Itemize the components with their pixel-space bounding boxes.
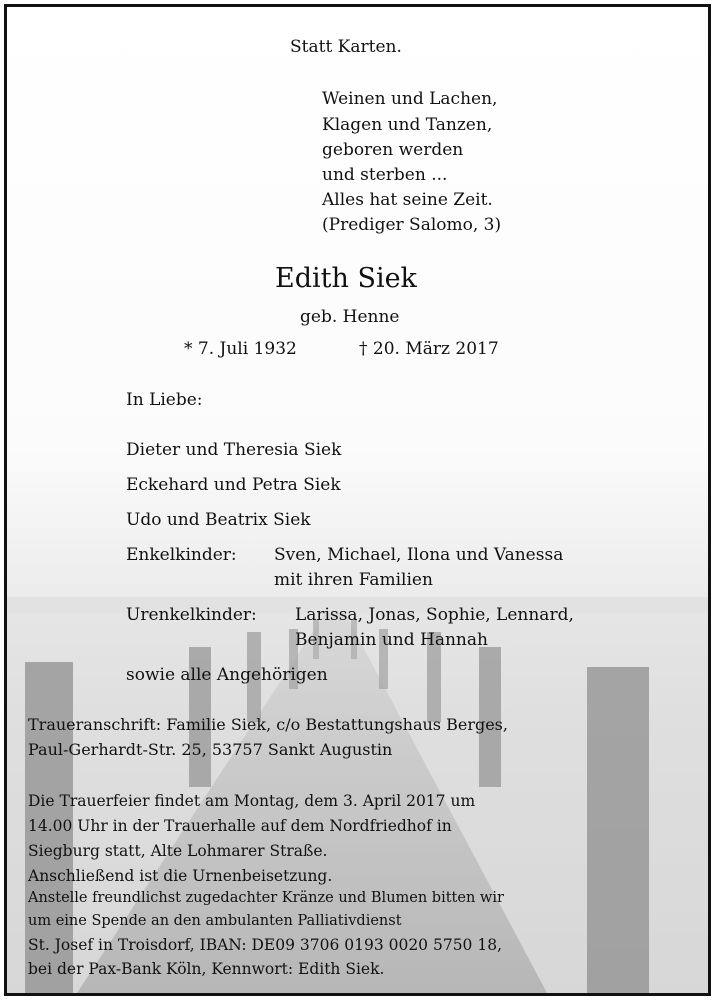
relatives: sowie alle Angehörigen (126, 665, 328, 685)
poem-line: geboren werden (322, 140, 464, 160)
mourner-name: Eckehard und Petra Siek (126, 475, 341, 495)
pier-post-near-right (587, 667, 649, 993)
great-grandchildren-label: Urenkelkinder: (126, 605, 257, 625)
poem-source: (Prediger Salomo, 3) (322, 215, 502, 235)
poem-line: und sterben ... (322, 165, 448, 185)
poem-line: Weinen und Lachen, (322, 89, 498, 109)
mourners-intro: In Liebe: (126, 390, 203, 410)
donation-line: um eine Spende an den ambulanten Palliativdienst (28, 913, 402, 929)
service-line: Anschließend ist die Urnenbeisetzung. (28, 867, 333, 885)
poem-line: Alles hat seine Zeit. (322, 190, 493, 210)
service-line: Die Trauerfeier findet am Montag, dem 3. April 2017 um (28, 792, 476, 810)
grandchildren-names: Sven, Michael, Ilona und Vanessa (274, 545, 564, 565)
death-date: † 20. März 2017 (359, 339, 499, 359)
donation-line: St. Josef in Troisdorf, IBAN: DE09 3706 0193 0020 5750 18, (28, 936, 502, 954)
donation-line: Anstelle freundlichst zugedachter Kränze und Blumen bitten wir (28, 890, 504, 906)
great-grandchildren-names-2: Benjamin und Hannah (295, 630, 488, 650)
service-line: 14.00 Uhr in der Trauerhalle auf dem Nordfriedhof in (28, 817, 452, 835)
donation-line: bei der Pax-Bank Köln, Kennwort: Edith Siek. (28, 960, 385, 978)
poem-line: Klagen und Tanzen, (322, 115, 493, 135)
maiden-name: geb. Henne (300, 307, 400, 327)
mourner-name: Dieter und Theresia Siek (126, 440, 342, 460)
mourner-name: Udo und Beatrix Siek (126, 510, 311, 530)
service-line: Siegburg statt, Alte Lohmarer Straße. (28, 842, 328, 860)
address-line: Traueranschrift: Familie Siek, c/o Bestattungshaus Berges, (28, 715, 508, 734)
grandchildren-label: Enkelkinder: (126, 545, 237, 565)
deceased-name: Edith Siek (275, 263, 417, 294)
address-line: Paul-Gerhardt-Str. 25, 53757 Sankt Augustin (28, 740, 393, 759)
obituary-notice (4, 4, 711, 996)
birth-date: * 7. Juli 1932 (184, 339, 297, 359)
great-grandchildren-names: Larissa, Jonas, Sophie, Lennard, (295, 605, 574, 625)
grandchildren-families: mit ihren Familien (274, 570, 433, 590)
statt-karten: Statt Karten. (290, 37, 402, 57)
